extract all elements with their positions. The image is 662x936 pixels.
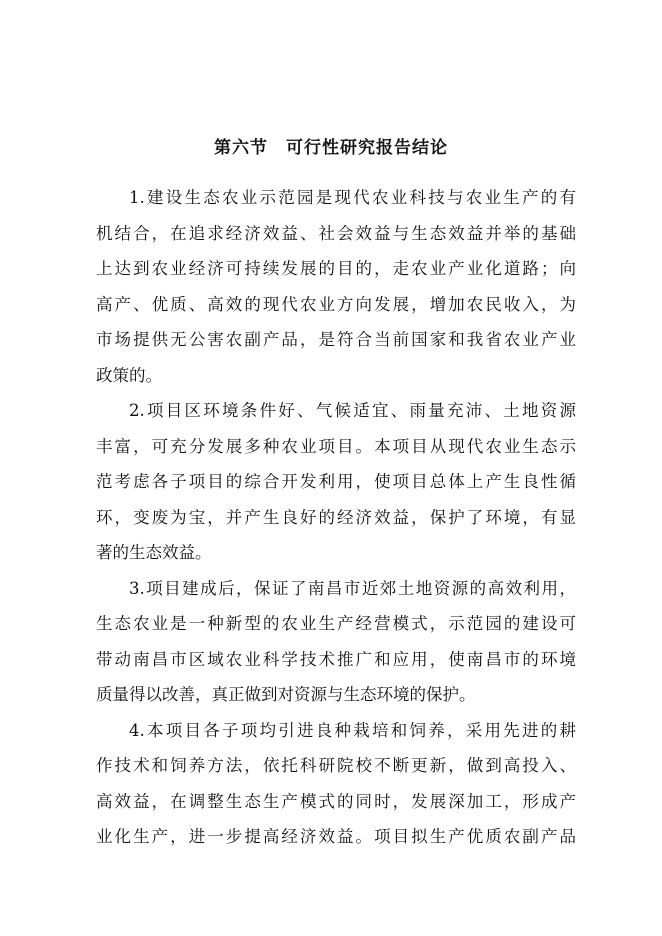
paragraph-line: 著的生态效益。 (96, 543, 212, 562)
paragraph-line: 丰富，可充分发展多种农业项目。本项目从现代农业生态示 (96, 436, 576, 456)
paragraph-line: 高效益，在调整生态生产模式的同时，发展深加工，形成产 (96, 791, 576, 811)
paragraph-line: 质量得以改善，真正做到对资源与生态环境的保护。 (96, 685, 476, 704)
paragraph-4 (96, 713, 576, 855)
document-body (96, 180, 576, 855)
paragraph-line: 3.项目建成后，保证了南昌市近郊土地资源的高效利用， (129, 578, 576, 598)
paragraph-line: 高产、优质、高效的现代农业方向发展，增加农民收入，为 (96, 294, 576, 314)
paragraph-1 (96, 180, 576, 393)
paragraph-line: 上达到农业经济可持续发展的目的，走农业产业化道路；向 (96, 259, 576, 278)
paragraph-line: 市场提供无公害农副产品，是符合当前国家和我省农业产业 (96, 330, 576, 349)
paragraph-3 (96, 571, 576, 713)
paragraph-line: 带动南昌市区域农业科学技术推广和应用，使南昌市的环境 (96, 649, 576, 669)
paragraph-line: 业化生产，进一步提高经济效益。项目拟生产优质农副产品 (96, 827, 576, 846)
paragraph-line: 4.本项目各子项均引进良种栽培和饲养，采用先进的耕 (129, 720, 576, 740)
paragraph-line: 范考虑各子项目的综合开发利用，使项目总体上产生良性循 (96, 472, 576, 491)
paragraph-line: 生态农业是一种新型的农业生产经营模式，示范园的建设可 (96, 614, 576, 633)
paragraph-line: 政策的。 (96, 365, 162, 385)
paragraph-line: 机结合，在追求经济效益、社会效益与生态效益并举的基础 (96, 223, 576, 243)
paragraph-line: 环，变废为宝，并产生良好的经济效益，保护了环境，有显 (96, 507, 576, 527)
paragraph-line: 1.建设生态农业示范园是现代农业科技与农业生产的有 (129, 188, 576, 207)
paragraph-line: 2.项目区环境条件好、气候适宜、雨量充沛、土地资源 (129, 401, 576, 420)
section-heading: 第六节 可行性研究报告结论 (214, 138, 448, 158)
paragraph-line: 作技术和饲养方法，依托科研院校不断更新，做到高投入、 (96, 756, 576, 775)
paragraph-2 (96, 393, 576, 571)
